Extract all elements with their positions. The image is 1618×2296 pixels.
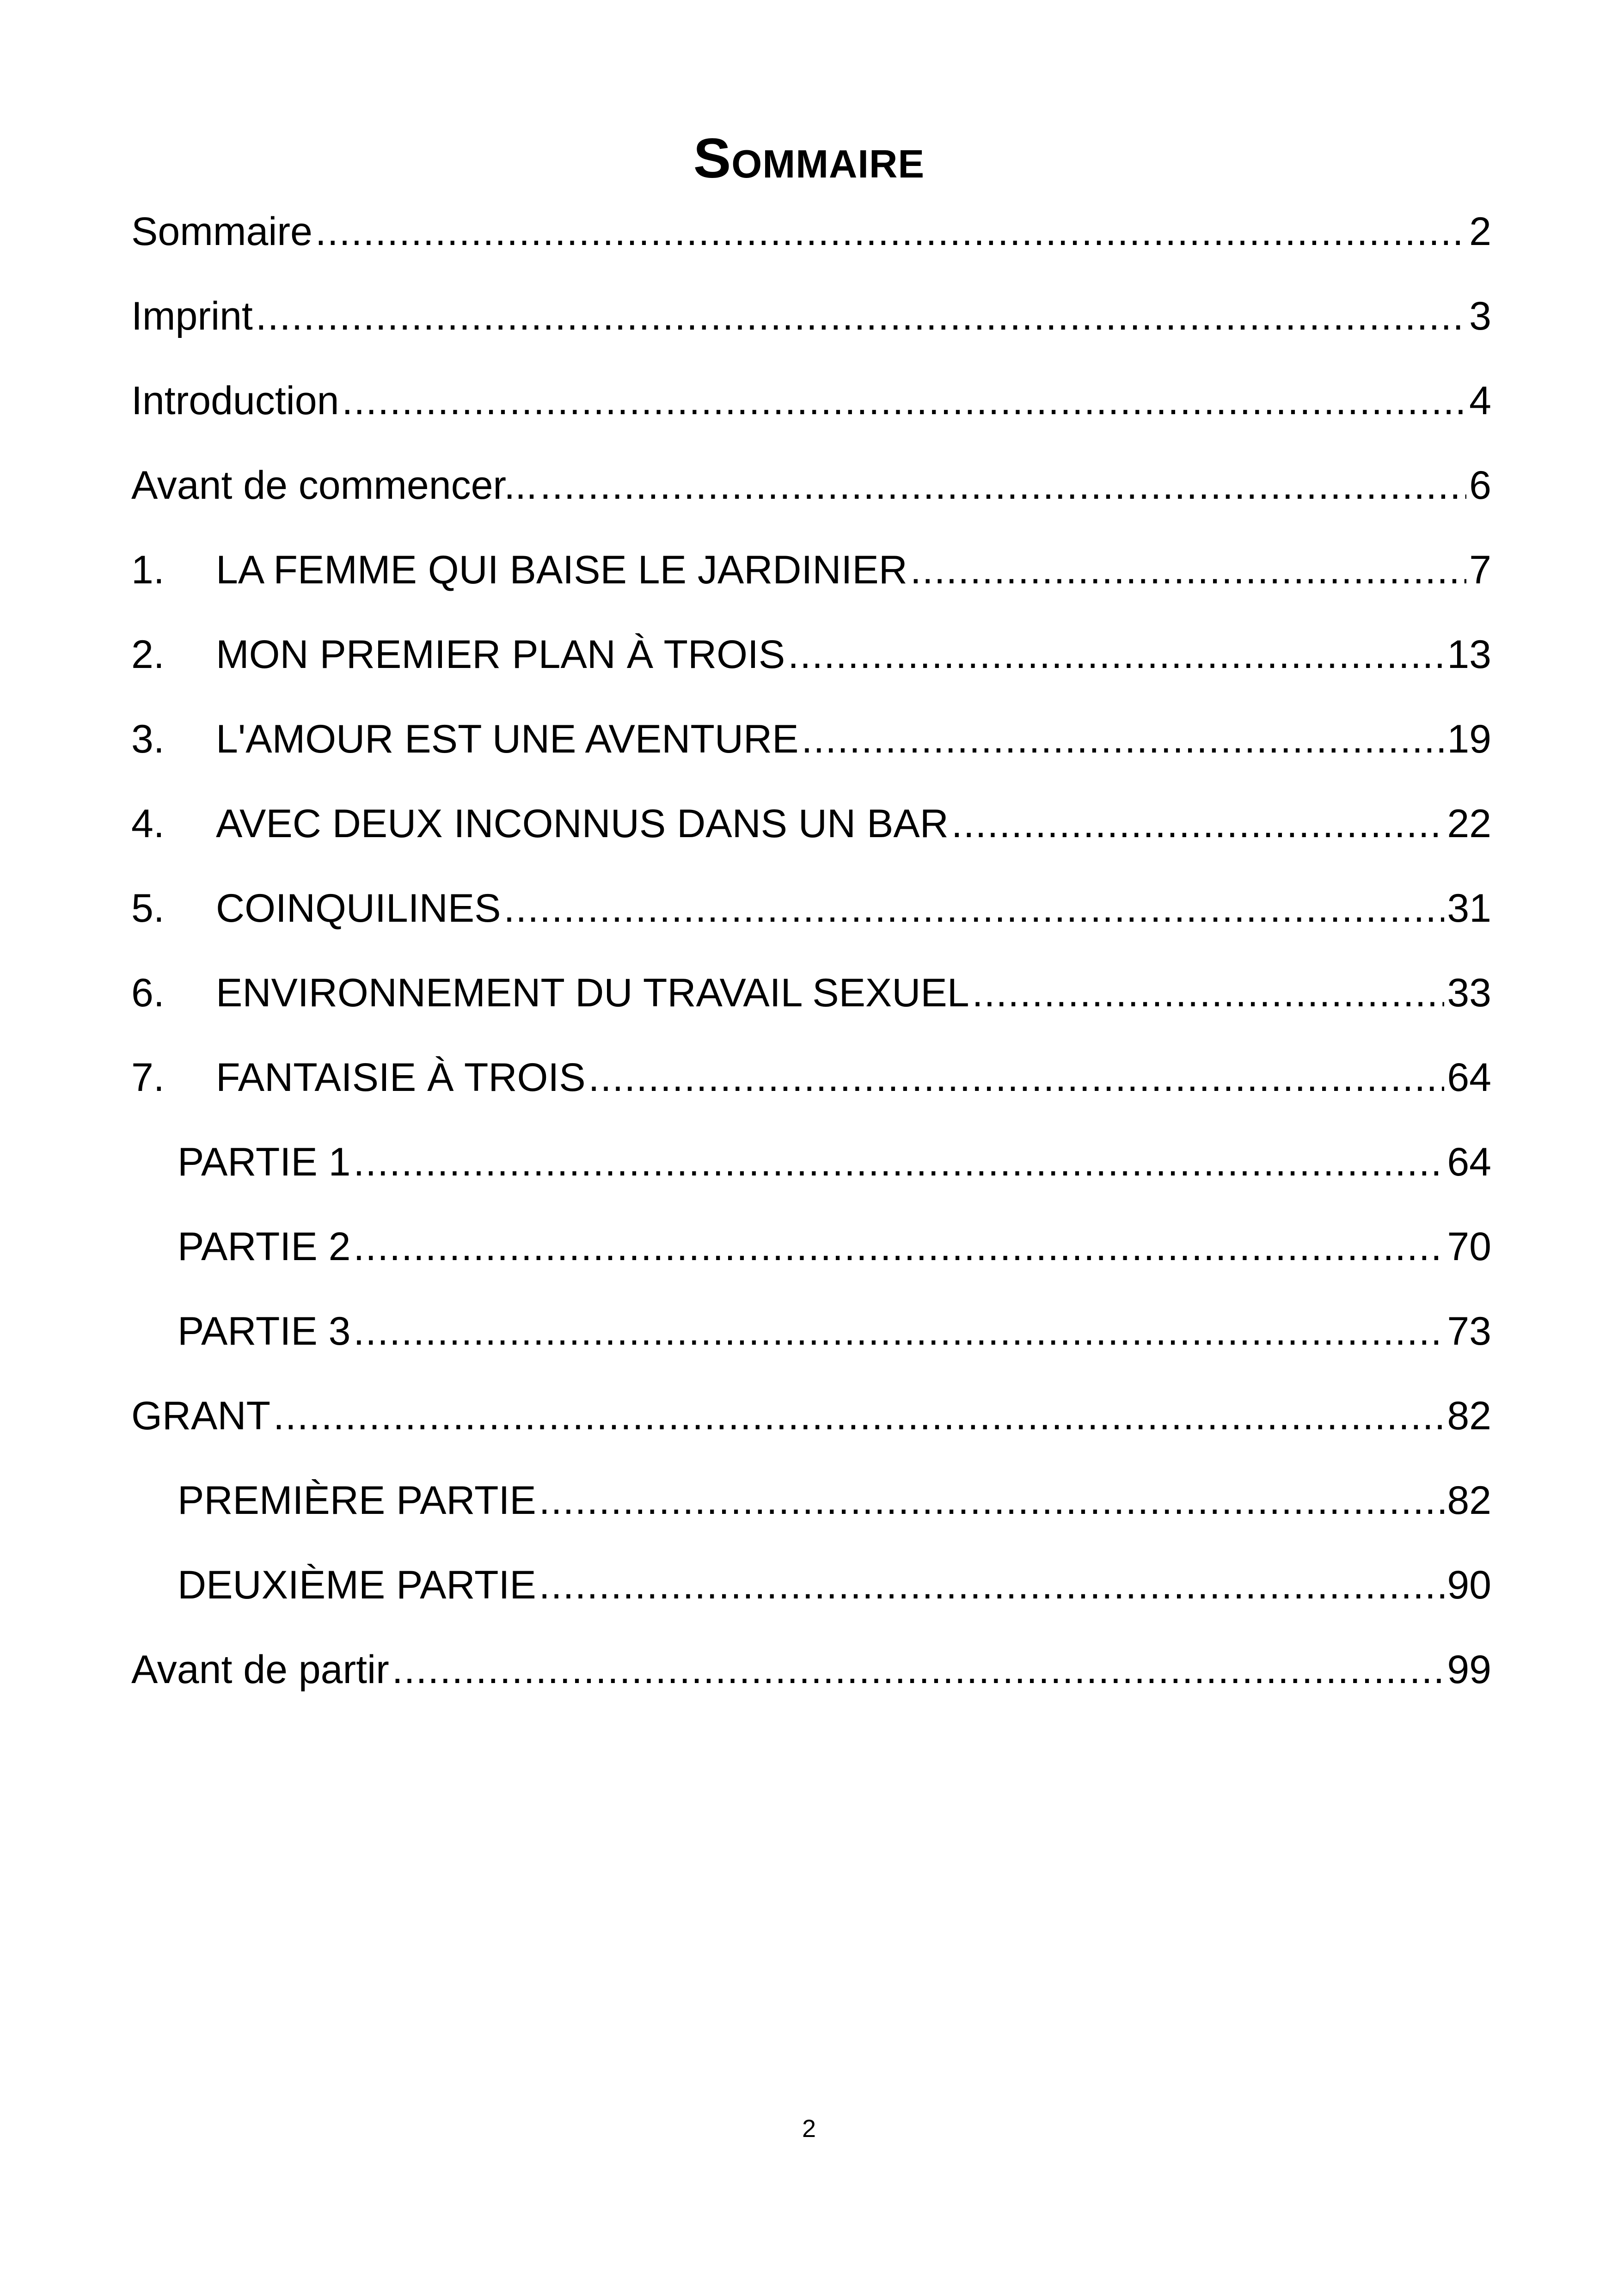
- toc-entry-label: COINQUILINES: [216, 886, 501, 931]
- toc-entry-label: L'AMOUR EST UNE AVENTURE: [216, 717, 799, 761]
- toc-entry-label: Avant de commencer...: [131, 463, 537, 508]
- toc-entry-label: PARTIE 3: [178, 1309, 351, 1353]
- toc-entry-page: 64: [1447, 1055, 1491, 1100]
- dot-leader: [503, 878, 1444, 938]
- toc-entry-label: AVEC DEUX INCONNUS DANS UN BAR: [216, 802, 949, 846]
- page-number: 2: [802, 2115, 816, 2143]
- dot-leader: [392, 1640, 1445, 1700]
- toc-entry-label: PARTIE 1: [178, 1140, 351, 1184]
- toc-entry[interactable]: [131, 540, 1491, 625]
- toc-entry[interactable]: [131, 794, 1491, 878]
- dot-leader: [353, 1132, 1444, 1192]
- toc-entry-page: 13: [1447, 632, 1491, 677]
- toc-entry[interactable]: [131, 1217, 1491, 1301]
- toc-entry-number: 1.: [131, 548, 165, 592]
- toc-entry-page: 82: [1447, 1478, 1491, 1523]
- toc-entry[interactable]: [131, 286, 1491, 371]
- toc-entry[interactable]: [131, 1047, 1491, 1132]
- toc-entry-label: Imprint: [131, 294, 253, 338]
- dot-leader: [315, 202, 1466, 262]
- dot-leader: [910, 540, 1466, 600]
- toc-entry[interactable]: [131, 371, 1491, 455]
- toc-entry-label: GRANT: [131, 1394, 270, 1438]
- toc-entry[interactable]: [131, 1301, 1491, 1386]
- toc-entry[interactable]: [131, 1640, 1491, 1724]
- dot-leader: [273, 1386, 1444, 1446]
- dot-leader: [972, 963, 1445, 1023]
- toc-entry-page: 19: [1447, 717, 1491, 761]
- toc-entry[interactable]: [131, 202, 1491, 286]
- toc-entry[interactable]: [131, 625, 1491, 709]
- toc-entry[interactable]: [131, 1386, 1491, 1470]
- dot-leader: [801, 709, 1444, 769]
- toc-entry-number: 7.: [131, 1055, 165, 1100]
- toc-entry-page: 31: [1447, 886, 1491, 931]
- toc-entry-page: 3: [1469, 294, 1491, 338]
- toc-entry-number: 2.: [131, 632, 165, 677]
- table-of-contents: [131, 202, 1491, 1724]
- toc-entry-number: 4.: [131, 802, 165, 846]
- toc-entry[interactable]: [131, 455, 1491, 540]
- toc-entry-page: 22: [1447, 802, 1491, 846]
- dot-leader: [353, 1301, 1444, 1361]
- toc-entry[interactable]: [131, 963, 1491, 1047]
- dot-leader: [353, 1217, 1444, 1277]
- toc-entry[interactable]: [131, 878, 1491, 963]
- toc-entry-page: 70: [1447, 1225, 1491, 1269]
- toc-entry-number: 6.: [131, 971, 165, 1015]
- dot-leader: [342, 371, 1466, 431]
- toc-entry[interactable]: [131, 709, 1491, 794]
- dot-leader: [540, 455, 1466, 515]
- toc-entry-page: 90: [1447, 1563, 1491, 1607]
- dot-leader: [256, 286, 1466, 346]
- toc-entry-label: FANTAISIE À TROIS: [216, 1055, 586, 1100]
- toc-entry-label: ENVIRONNEMENT DU TRAVAIL SEXUEL: [216, 971, 969, 1015]
- page-title: Sommaire: [693, 126, 925, 190]
- toc-entry-page: 6: [1469, 463, 1491, 508]
- toc-entry-label: Avant de partir: [131, 1647, 389, 1692]
- toc-entry[interactable]: [131, 1470, 1491, 1555]
- toc-entry-label: MON PREMIER PLAN À TROIS: [216, 632, 785, 677]
- toc-entry-label: LA FEMME QUI BAISE LE JARDINIER: [216, 548, 907, 592]
- toc-entry-page: 2: [1469, 209, 1491, 254]
- toc-entry[interactable]: [131, 1132, 1491, 1217]
- toc-entry-page: 82: [1447, 1394, 1491, 1438]
- toc-entry-label: PARTIE 2: [178, 1225, 351, 1269]
- dot-leader: [539, 1470, 1445, 1531]
- dot-leader: [539, 1555, 1445, 1615]
- toc-entry-page: 73: [1447, 1309, 1491, 1353]
- dot-leader: [951, 794, 1444, 854]
- toc-entry-label: Introduction: [131, 379, 339, 423]
- toc-entry-page: 33: [1447, 971, 1491, 1015]
- toc-entry-page: 64: [1447, 1140, 1491, 1184]
- toc-entry[interactable]: [131, 1555, 1491, 1640]
- toc-entry-number: 5.: [131, 886, 165, 931]
- toc-entry-page: 4: [1469, 379, 1491, 423]
- toc-entry-number: 3.: [131, 717, 165, 761]
- toc-entry-label: DEUXIÈME PARTIE: [178, 1563, 536, 1607]
- dot-leader: [588, 1047, 1445, 1108]
- toc-entry-page: 99: [1447, 1647, 1491, 1692]
- toc-entry-label: Sommaire: [131, 209, 313, 254]
- toc-entry-page: 7: [1469, 548, 1491, 592]
- dot-leader: [788, 625, 1444, 685]
- toc-entry-label: PREMIÈRE PARTIE: [178, 1478, 536, 1523]
